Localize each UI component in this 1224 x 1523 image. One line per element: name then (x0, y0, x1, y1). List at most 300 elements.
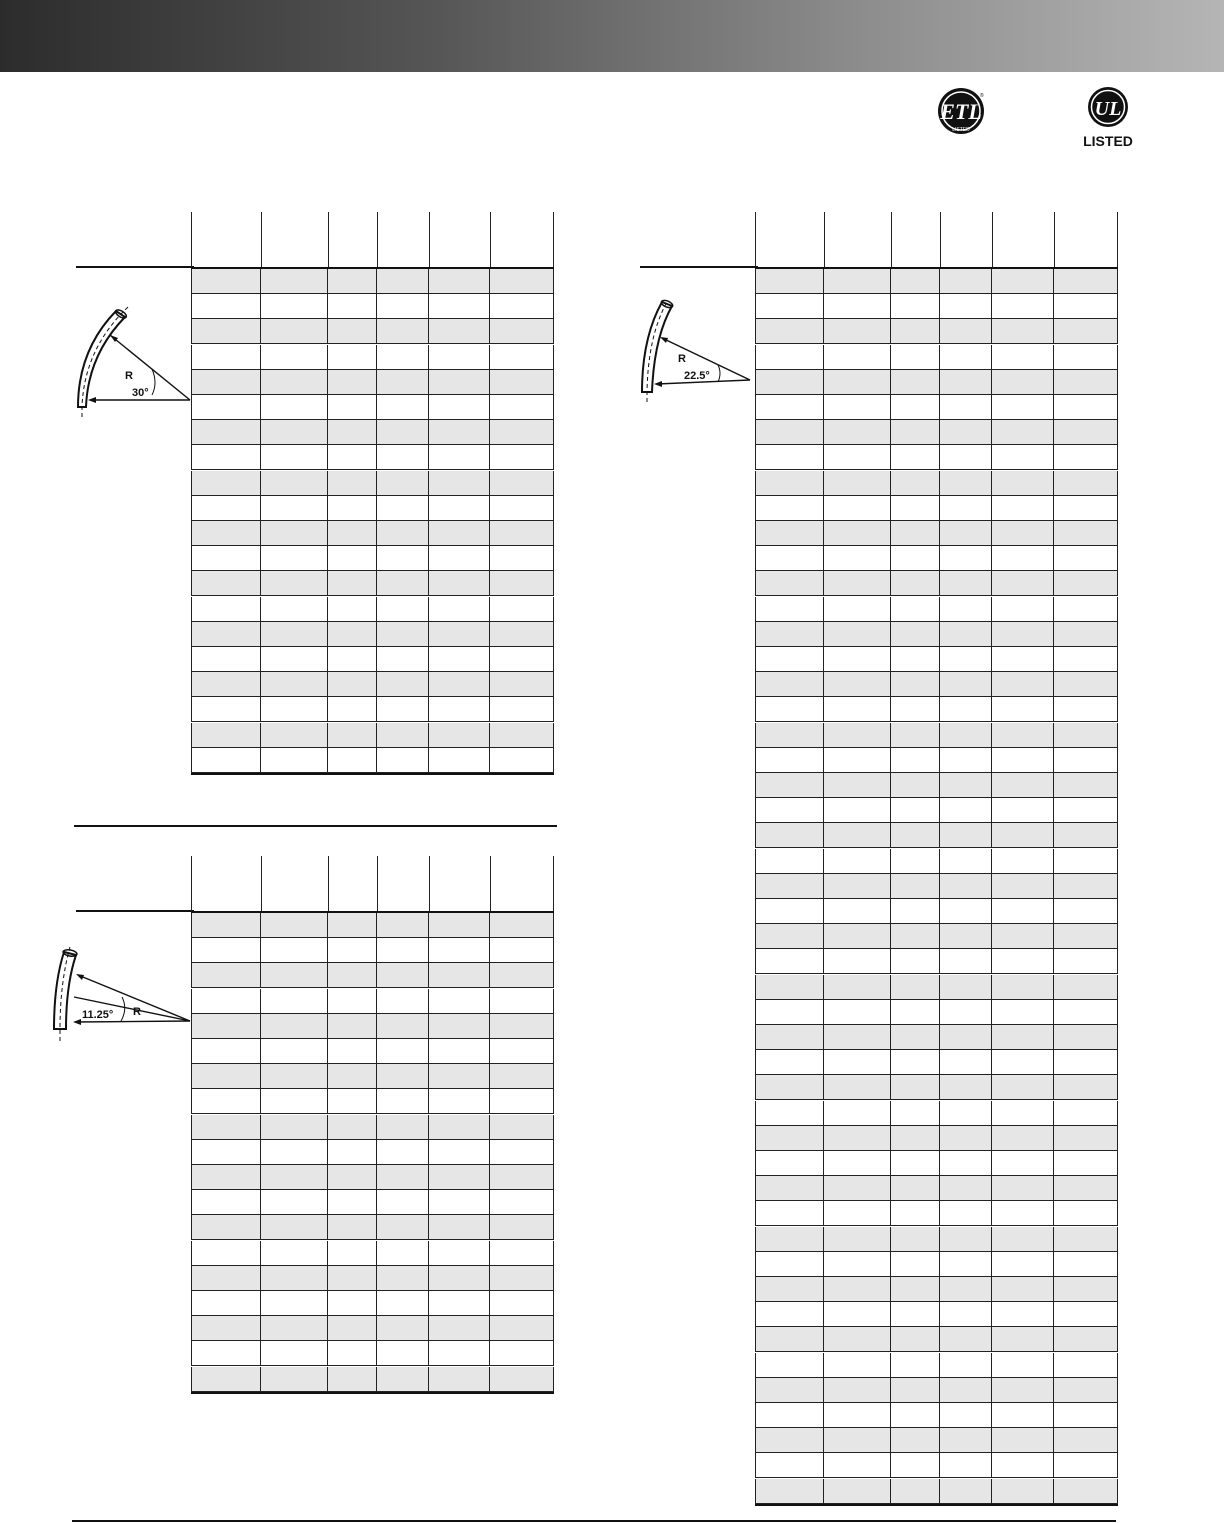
table-row (755, 748, 1118, 773)
table-cell (824, 697, 891, 721)
table-cell (261, 723, 328, 747)
table-cell (940, 1075, 992, 1099)
table-row (755, 546, 1118, 571)
table-cell (992, 672, 1054, 696)
table-cell (891, 597, 940, 621)
table-cell (940, 1050, 992, 1074)
table-cell (891, 395, 940, 419)
table-cell (1054, 823, 1118, 847)
table-cell (490, 748, 554, 772)
table-cell (377, 521, 429, 545)
table-row (755, 1050, 1118, 1075)
table-cell (191, 420, 261, 444)
table-row (755, 345, 1118, 370)
table-row (755, 849, 1118, 874)
table-cell (940, 975, 992, 999)
table-cell (992, 1353, 1054, 1377)
table-cell (429, 294, 490, 318)
table-cell (261, 1291, 328, 1315)
table-cell (992, 723, 1054, 747)
table-cell (824, 1353, 891, 1377)
table-cell (755, 571, 824, 595)
table-cell (191, 319, 261, 343)
table-header (191, 856, 554, 911)
table-cell (429, 471, 490, 495)
table-cell (891, 823, 940, 847)
table-row (755, 420, 1118, 445)
table-cell (755, 319, 824, 343)
table-cell (328, 647, 377, 671)
table-cell (891, 1227, 940, 1251)
table-cell (261, 496, 328, 520)
table-cell (940, 1252, 992, 1276)
table-header (755, 212, 1118, 267)
table-cell (328, 521, 377, 545)
table-cell (261, 571, 328, 595)
table-cell (755, 748, 824, 772)
table-cell (191, 622, 261, 646)
table-cell (377, 1039, 429, 1063)
table-cell (1054, 1252, 1118, 1276)
table-cell (191, 395, 261, 419)
table-cell (940, 748, 992, 772)
table-row (755, 1025, 1118, 1050)
table-cell (940, 899, 992, 923)
table-cell (261, 1241, 328, 1265)
table-cell (490, 571, 554, 595)
table-cell (755, 773, 824, 797)
table-cell (261, 622, 328, 646)
table-row (755, 672, 1118, 697)
table-row (755, 723, 1118, 748)
table-cell (1054, 1378, 1118, 1402)
table-row (191, 521, 554, 546)
table-cell (191, 345, 261, 369)
table-cell (992, 823, 1054, 847)
table-cell (1054, 546, 1118, 570)
table-row (755, 1101, 1118, 1126)
table-cell (429, 723, 490, 747)
table-cell (261, 294, 328, 318)
table-cell (377, 1341, 429, 1365)
table-cell (490, 294, 554, 318)
table-cell (191, 1039, 261, 1063)
table-cell (940, 1353, 992, 1377)
table-11-25-title-rule (76, 910, 194, 912)
table-cell (824, 672, 891, 696)
table-cell (824, 622, 891, 646)
table-cell (940, 1126, 992, 1150)
table-cell (824, 1050, 891, 1074)
table-cell (891, 1025, 940, 1049)
table-row (755, 622, 1118, 647)
table-row (755, 1302, 1118, 1327)
table-cell (429, 521, 490, 545)
table-cell (824, 571, 891, 595)
table-row (191, 1241, 554, 1266)
table-cell (328, 1316, 377, 1340)
table-cell (755, 1453, 824, 1477)
table-cell (377, 1241, 429, 1265)
table-cell (755, 849, 824, 873)
table-cell (261, 989, 328, 1013)
table-cell (755, 672, 824, 696)
table-row (191, 723, 554, 748)
table-cell (490, 1367, 554, 1391)
table-cell (940, 496, 992, 520)
svg-text:ETL: ETL (940, 99, 982, 124)
table-row (191, 697, 554, 722)
table-cell (328, 1215, 377, 1239)
header-column-divider (328, 212, 329, 267)
table-cell (755, 1479, 824, 1503)
table-cell (261, 319, 328, 343)
header-banner (0, 0, 1224, 72)
table-cell (261, 697, 328, 721)
table-cell (191, 1190, 261, 1214)
ul-listed-logo (1082, 86, 1134, 148)
table-cell (328, 1367, 377, 1391)
table-cell (1054, 395, 1118, 419)
table-cell (429, 1014, 490, 1038)
table-cell (429, 445, 490, 469)
table-cell (1054, 1403, 1118, 1427)
table-cell (490, 1165, 554, 1189)
table-cell (992, 924, 1054, 948)
table-row (191, 913, 554, 938)
table-cell (261, 597, 328, 621)
table-cell (891, 1403, 940, 1427)
table-cell (429, 496, 490, 520)
table-cell (1054, 597, 1118, 621)
table-row (755, 445, 1118, 470)
table-cell (940, 823, 992, 847)
table-cell (429, 1039, 490, 1063)
table-cell (490, 1291, 554, 1315)
table-row (755, 949, 1118, 974)
table-cell (490, 989, 554, 1013)
table-row (755, 1479, 1118, 1504)
svg-text:30°: 30° (132, 387, 149, 399)
table-cell (891, 622, 940, 646)
table-cell (377, 571, 429, 595)
header-column-divider (891, 212, 892, 267)
table-cell (191, 1291, 261, 1315)
table-cell (824, 723, 891, 747)
table-cell (377, 938, 429, 962)
table-cell (992, 445, 1054, 469)
table-cell (992, 1403, 1054, 1427)
table-cell (940, 1101, 992, 1125)
table-cell (429, 989, 490, 1013)
table-cell (1054, 370, 1118, 394)
table-cell (1054, 1428, 1118, 1452)
table-cell (755, 697, 824, 721)
table-cell (891, 1101, 940, 1125)
table-cell (261, 445, 328, 469)
table-cell (1054, 622, 1118, 646)
table-cell (992, 496, 1054, 520)
table-row (191, 597, 554, 622)
table-cell (1054, 949, 1118, 973)
table-cell (824, 1302, 891, 1326)
header-column-divider (992, 212, 993, 267)
table-cell (377, 420, 429, 444)
table-cell (261, 672, 328, 696)
table-row (191, 395, 554, 420)
table-cell (1054, 1151, 1118, 1175)
table-cell (992, 345, 1054, 369)
table-cell (377, 546, 429, 570)
table-cell (755, 546, 824, 570)
table-cell (755, 1126, 824, 1150)
table-cell (377, 471, 429, 495)
table-cell (992, 1101, 1054, 1125)
table-cell (824, 874, 891, 898)
table-cell (1054, 723, 1118, 747)
table-cell (755, 622, 824, 646)
table-cell (891, 1126, 940, 1150)
table-cell (824, 949, 891, 973)
table-cell (891, 1050, 940, 1074)
table-cell (824, 1201, 891, 1225)
table-cell (824, 1378, 891, 1402)
table-cell (824, 1101, 891, 1125)
table-row (191, 319, 554, 344)
table-cell (490, 1115, 554, 1139)
table-cell (755, 496, 824, 520)
table-cell (429, 1341, 490, 1365)
header-column-divider (490, 212, 491, 267)
table-cell (490, 913, 554, 937)
table-row (191, 1089, 554, 1114)
table-cell (824, 1075, 891, 1099)
table-cell (940, 672, 992, 696)
table-cell (992, 1302, 1054, 1326)
table-cell (377, 1165, 429, 1189)
table-cell (1054, 899, 1118, 923)
table-cell (1054, 1453, 1118, 1477)
table-cell (328, 989, 377, 1013)
table-cell (1054, 849, 1118, 873)
table-cell (261, 1190, 328, 1214)
table-22-5-title-rule (640, 266, 758, 268)
table-cell (377, 913, 429, 937)
table-cell (940, 1327, 992, 1351)
table-cell (824, 294, 891, 318)
section-divider (74, 825, 557, 827)
table-cell (940, 1201, 992, 1225)
table-cell (1054, 345, 1118, 369)
table-cell (940, 622, 992, 646)
table-cell (377, 1215, 429, 1239)
table-cell (891, 899, 940, 923)
table-cell (1054, 1302, 1118, 1326)
table-cell (429, 1165, 490, 1189)
svg-text:R: R (125, 370, 133, 382)
table-cell (1054, 1075, 1118, 1099)
table-row (191, 1341, 554, 1366)
table-cell (490, 1064, 554, 1088)
table-cell (429, 597, 490, 621)
header-column-divider (261, 856, 262, 911)
svg-text:22.5°: 22.5° (684, 370, 710, 382)
table-cell (940, 546, 992, 570)
table-cell (992, 1000, 1054, 1024)
table-cell (191, 913, 261, 937)
table-cell (429, 1215, 490, 1239)
table-cell (992, 949, 1054, 973)
table-cell (191, 1089, 261, 1113)
svg-text:LISTED: LISTED (952, 127, 970, 133)
table-cell (755, 1378, 824, 1402)
table-cell (191, 1115, 261, 1139)
table-cell (490, 1014, 554, 1038)
table-row (191, 571, 554, 596)
table-cell (429, 319, 490, 343)
table-cell (824, 899, 891, 923)
table-cell (824, 798, 891, 822)
table-cell (328, 723, 377, 747)
table-cell (429, 370, 490, 394)
header-column-divider (191, 212, 192, 267)
header-column-divider (191, 856, 192, 911)
table-cell (377, 989, 429, 1013)
table-cell (755, 924, 824, 948)
table-30-title-rule (76, 266, 194, 268)
table-cell (891, 723, 940, 747)
table-cell (891, 345, 940, 369)
table-cell (824, 1403, 891, 1427)
table-cell (328, 420, 377, 444)
table-cell (1054, 1479, 1118, 1503)
header-column-divider (261, 212, 262, 267)
table-row (755, 1428, 1118, 1453)
table-cell (429, 420, 490, 444)
table-row (191, 748, 554, 773)
table-cell (328, 1341, 377, 1365)
table-cell (490, 1089, 554, 1113)
table-cell (891, 1453, 940, 1477)
table-cell (824, 1453, 891, 1477)
table-cell (490, 345, 554, 369)
table-row (191, 1266, 554, 1291)
table-row (755, 1000, 1118, 1025)
table-cell (992, 1025, 1054, 1049)
table-cell (824, 496, 891, 520)
table-cell (490, 672, 554, 696)
table-cell (992, 647, 1054, 671)
table-row (191, 1140, 554, 1165)
table-cell (377, 597, 429, 621)
table-cell (940, 924, 992, 948)
table-cell (992, 874, 1054, 898)
table-cell (328, 395, 377, 419)
table-cell (891, 874, 940, 898)
table-cell (755, 1302, 824, 1326)
table-cell (261, 1341, 328, 1365)
table-cell (824, 1252, 891, 1276)
table-cell (755, 471, 824, 495)
table-cell (1054, 496, 1118, 520)
table-cell (992, 748, 1054, 772)
table-row (191, 1115, 554, 1140)
table-cell (328, 1266, 377, 1290)
table-cell (824, 420, 891, 444)
table-cell (940, 1151, 992, 1175)
table-cell (891, 924, 940, 948)
table-row (755, 773, 1118, 798)
table-cell (191, 1316, 261, 1340)
table-row (755, 496, 1118, 521)
page-bottom-rule (72, 1520, 1116, 1522)
table-cell (940, 1277, 992, 1301)
table-cell (891, 647, 940, 671)
table-cell (191, 471, 261, 495)
table-cell (755, 1176, 824, 1200)
table-row (191, 471, 554, 496)
table-cell (940, 345, 992, 369)
table-cell (940, 697, 992, 721)
table-cell (191, 748, 261, 772)
bend-22-5-degree-diagram (632, 298, 758, 408)
table-cell (429, 963, 490, 987)
table-cell (1054, 471, 1118, 495)
table-cell (940, 597, 992, 621)
table-cell (940, 1025, 992, 1049)
table-cell (377, 1014, 429, 1038)
table-cell (377, 1190, 429, 1214)
table-cell (490, 370, 554, 394)
table-cell (377, 1316, 429, 1340)
table-cell (940, 949, 992, 973)
table-cell (490, 1316, 554, 1340)
table-cell (377, 319, 429, 343)
table-cell (891, 571, 940, 595)
table-cell (377, 672, 429, 696)
table-cell (191, 723, 261, 747)
table-cell (490, 723, 554, 747)
table-cell (429, 1241, 490, 1265)
table-cell (755, 294, 824, 318)
table-cell (891, 1252, 940, 1276)
table-row (755, 1252, 1118, 1277)
table-cell (328, 571, 377, 595)
table-cell (891, 546, 940, 570)
table-cell (940, 370, 992, 394)
table-cell (490, 395, 554, 419)
table-cell (992, 571, 1054, 595)
table-cell (490, 445, 554, 469)
table-cell (891, 370, 940, 394)
table-cell (261, 345, 328, 369)
table-cell (992, 697, 1054, 721)
table-cell (940, 471, 992, 495)
table-cell (191, 445, 261, 469)
table-cell (490, 1039, 554, 1063)
table-cell (1054, 1327, 1118, 1351)
header-column-divider (1054, 212, 1055, 267)
table-cell (992, 471, 1054, 495)
table-cell (328, 697, 377, 721)
table-cell (824, 1176, 891, 1200)
table-cell (891, 1277, 940, 1301)
table-cell (490, 319, 554, 343)
header-column-divider (553, 212, 554, 267)
table-cell (191, 963, 261, 987)
table-cell (824, 445, 891, 469)
table-cell (490, 1190, 554, 1214)
